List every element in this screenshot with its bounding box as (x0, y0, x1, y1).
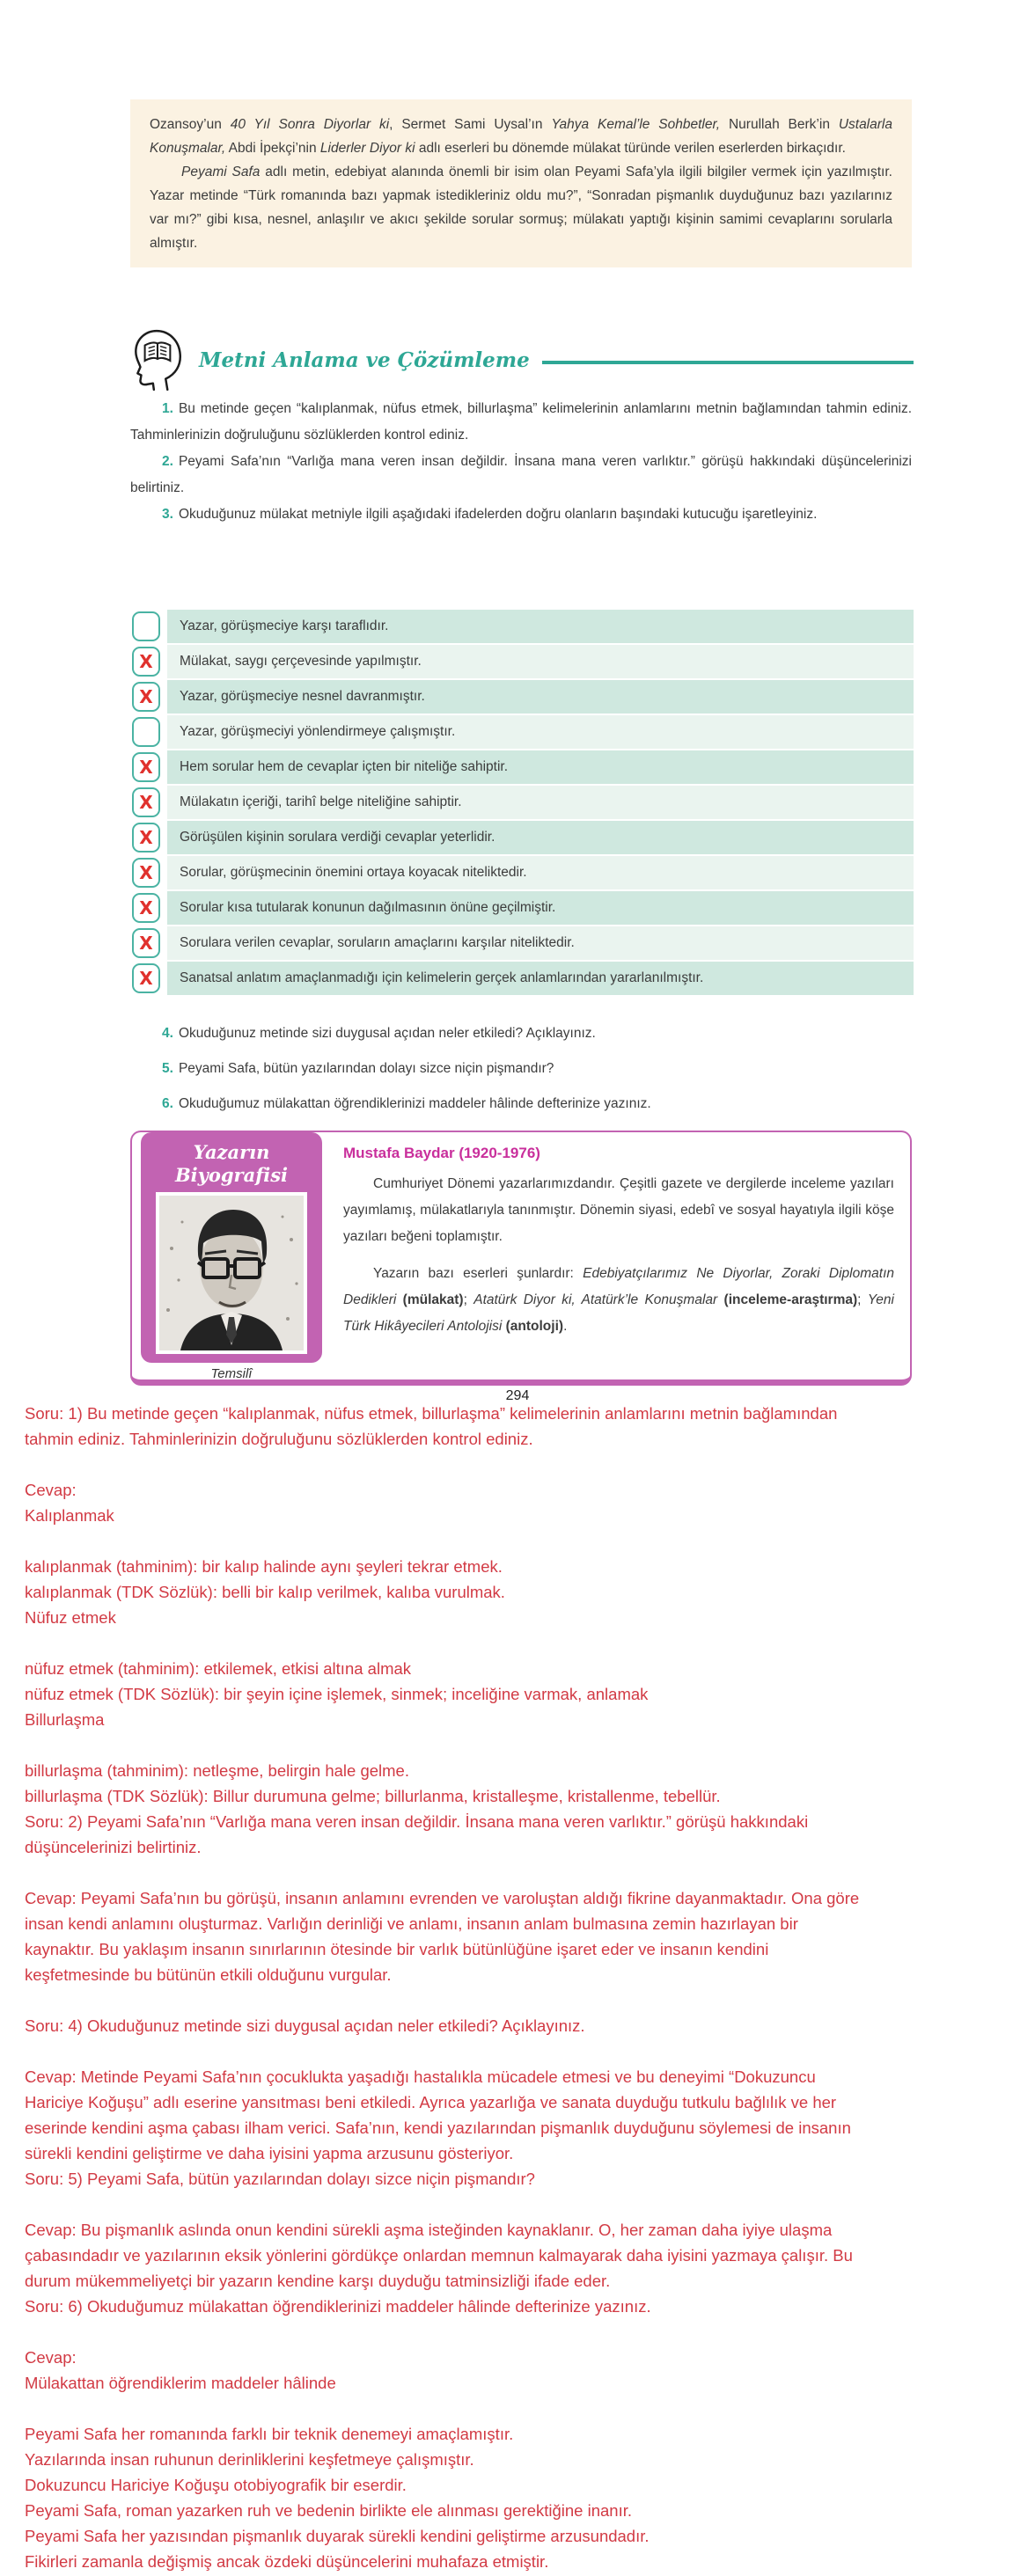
checkbox[interactable] (132, 823, 160, 853)
question-3 (130, 501, 912, 528)
intro-paragraph-1: Ozansoy’un 40 Yıl Sonra Diyorlar ki, Sermet Sami Uysal’ın Yahya Kemal’le Sohbetler, Nurullah Berk’in Ustalarla Konuşmalar, Abdi İpekçi’nin Liderler Diyor ki adlı eserleri bu dönemde mülakat türünde verilen eserlerden birkaçıdır. (150, 117, 892, 156)
checkbox[interactable] (132, 787, 160, 817)
x-mark: X (139, 897, 153, 918)
question-number: 5. (162, 1061, 173, 1076)
checkbox[interactable] (132, 682, 160, 712)
question-2 (130, 449, 912, 501)
head-with-book-icon (128, 327, 188, 392)
checklist-row (132, 715, 914, 749)
answer-line (25, 2396, 1019, 2421)
answer-line: Soru: 6) Okuduğumuz mülakattan öğrendiklerinizi maddeler hâlinde defterinize yazınız. (25, 2297, 651, 2316)
x-mark: X (139, 827, 153, 848)
checklist-label: Görüşülen kişinin sorulara verdiği cevaplar yeterlidir. (167, 821, 914, 854)
intro-box (130, 99, 912, 267)
section-title: Metni Anlama ve Çözümleme (199, 348, 530, 372)
answer-line: sürekli kendini geliştirme ve daha iyisini yapma arzusunu gösteriyor. (25, 2144, 514, 2163)
answer-line (25, 1528, 1019, 1554)
answer-line: Peyami Safa, roman yazarken ruh ve bedenin birlikte ele alınması gerektiğine inanır. (25, 2501, 633, 2520)
answer-line (25, 1452, 1019, 1477)
answer-line: Cevap: (25, 1481, 77, 1499)
answer-line: Billurlaşma (25, 1710, 105, 1729)
answer-line (25, 2319, 1019, 2345)
question-text: Peyami Safa’nın “Varlığa mana veren insan değildir. İnsana mana veren varlıktır.” görüşü hakkındaki düşüncelerinizi belirtiniz. (130, 454, 912, 495)
answer-line: Cevap: Metinde Peyami Safa’nın çocuklukta yaşadığı hastalıkla mücadele etmesi ve bu deneyimi “Dokuzuncu (25, 2067, 816, 2086)
question-number: 2. (162, 454, 173, 469)
x-mark: X (139, 968, 153, 989)
answer-line: Mülakattan öğrendiklerim maddeler hâlinde (25, 2374, 336, 2392)
questions-1-3 (130, 396, 912, 528)
checklist-row (132, 610, 914, 643)
checklist-label: Sorular, görüşmecinin önemini ortaya koyacak niteliktedir. (167, 856, 914, 889)
checklist-label: Yazar, görüşmeciyi yönlendirmeye çalışmıştır. (167, 715, 914, 749)
answers-overlay (25, 1401, 1019, 2574)
answer-line: Hariciye Koğuşu” adlı eserine yansıtması beni etkiledi. Ayrıca yazarlığa ve sanata duyduğu tutkulu bağlılık ve her (25, 2093, 837, 2111)
answer-line: Cevap: (25, 2348, 77, 2367)
x-mark: X (139, 651, 153, 672)
x-mark: X (139, 792, 153, 813)
question-number: 3. (162, 507, 173, 522)
checklist-row (132, 856, 914, 889)
checklist-row (132, 962, 914, 995)
checklist-label: Sorular kısa tutularak konunun dağılmasının önüne geçilmiştir. (167, 891, 914, 925)
answer-line: insan kendi anlamını oluşturmaz. Varlığın derinliği ve anlamı, insanın anlam bulmasına zemin hazırlayan bir (25, 1914, 798, 1933)
statements-checklist (132, 610, 914, 997)
answer-line: Soru: 2) Peyami Safa’nın “Varlığa mana veren insan değildir. İnsana mana veren varlıktır.” görüşü hakkındaki (25, 1812, 809, 1831)
biography-paragraph-1: Cumhuriyet Dönemi yazarlarımızdandır. Çeşitli gazete ve dergilerde inceleme yazıları yayımlamış, mülakatlarıyla tanınmıştır. Dönemin siyasi, edebî ve sosyal hayatıyla ilgili köşe yazıları beğeni toplamıştır. (343, 1176, 894, 1244)
checkbox[interactable] (132, 647, 160, 677)
checkbox[interactable] (132, 963, 160, 993)
checkbox[interactable] (132, 893, 160, 923)
checklist-row (132, 750, 914, 784)
answer-line (25, 1987, 1019, 2013)
checklist-row (132, 891, 914, 925)
checklist-row (132, 786, 914, 819)
section-header (128, 327, 914, 392)
checklist-label: Hem sorular hem de cevaplar içten bir niteliğe sahiptir. (167, 750, 914, 784)
biography-paragraph-2: Yazarın bazı eserleri şunlardır: Edebiyatçılarımız Ne Diyorlar, Zoraki Diplomatın Dedikleri (mülakat); Atatürk Diyor ki, Atatürk’le Konuşmalar (inceleme-araştırma); Yeni Türk Hikâyecileri Antolojisi (antoloji). (343, 1266, 894, 1334)
answer-line: durum mükemmeliyetçi bir yazarın kendine karşı duyduğu tatminsizliği ifade eder. (25, 2272, 611, 2290)
answer-line: çabasındadır ve yazılarının eksik yönlerini gördükçe onlardan memnun kalmayarak daha iyisini yazmaya çalışır. Bu (25, 2246, 853, 2265)
checklist-row (132, 926, 914, 960)
author-photo (156, 1192, 307, 1354)
x-mark: X (139, 862, 153, 883)
answer-line (25, 1630, 1019, 1656)
checklist-label: Yazar, görüşmeciye karşı taraflıdır. (167, 610, 914, 643)
checklist-label: Yazar, görüşmeciye nesnel davranmıştır. (167, 680, 914, 714)
x-mark: X (139, 757, 153, 778)
answer-line: Nüfuz etmek (25, 1608, 116, 1627)
answer-line: Peyami Safa her yazısından pişmanlık duyarak sürekli kendini geliştirme arzusundadır. (25, 2527, 650, 2545)
biography-content (343, 1145, 894, 1350)
intro-paragraph-2: Peyami Safa adlı metin, edebiyat alanında önemli bir isim olan Peyami Safa’yla ilgili bilgiler vermek için yazılmıştır. Yazar metinde “Türk romanında bazı yapmak istedikleriniz oldu mu?”, “Sonradan pişmanlık duyduğunuz bazı yazılarınız var mı?” gibi kısa, nesnel, anlaşılır ve akıcı şekilde sorular sormuş; mülakatı yaptığı kişinin samimi cevaplarını sorularla almıştır. (150, 165, 892, 251)
answer-line: nüfuz etmek (tahminim): etkilemek, etkisi altına almak (25, 1659, 412, 1678)
biography-panel (141, 1132, 322, 1363)
answer-line: Soru: 5) Peyami Safa, bütün yazılarından dolayı sizce niçin pişmandır? (25, 2170, 535, 2188)
answer-line: billurlaşma (tahminim): netleşme, belirgin hale gelme. (25, 1761, 409, 1780)
question-number: 1. (162, 401, 173, 416)
answer-line: Peyami Safa her romanında farklı bir teknik denemeyi amaçlamıştır. (25, 2425, 514, 2443)
checkbox[interactable] (132, 752, 160, 782)
answer-line: eserinde kendini aşma çabası ilham verici. Safa’nın, kendi yazılarından pişmanlık duyduğunu söylemesi de insanın (25, 2119, 851, 2137)
checkbox[interactable] (132, 717, 160, 747)
biography-title: Mustafa Baydar (1920-1976) (343, 1145, 540, 1161)
answer-line: kaynaktır. Bu yaklaşım insanın sınırlarının ötesinde bir varlık bütünlüğüne işaret eder ve insanın kendini (25, 1940, 769, 1958)
photo-caption: Temsilî (210, 1366, 253, 1381)
answer-line: nüfuz etmek (TDK Sözlük): bir şeyin içine işlemek, sinmek; inceliğine varmak, anlamak (25, 1685, 649, 1703)
answer-line (25, 1732, 1019, 1758)
checkbox[interactable] (132, 858, 160, 888)
answer-line (25, 2038, 1019, 2064)
question-text: Bu metinde geçen “kalıplanmak, nüfus etmek, billurlaşma” kelimelerinin anlamlarını metnin bağlamından tahmin ediniz. Tahminlerinizin doğruluğunu sözlüklerden kontrol ediniz. (130, 401, 912, 443)
answer-line: Kalıplanmak (25, 1506, 114, 1525)
section-rule (542, 361, 914, 364)
page-number: 294 (505, 1388, 530, 1403)
question-1 (130, 396, 912, 449)
question-number: 4. (162, 1026, 173, 1041)
checklist-row (132, 645, 914, 678)
question-6 (130, 1091, 912, 1117)
biography-box (130, 1131, 912, 1386)
answer-line: Soru: 4) Okuduğunuz metinde sizi duygusal açıdan neler etkiledi? Açıklayınız. (25, 2016, 585, 2035)
biography-panel-title: Yazarın Biyografisi (174, 1141, 289, 1186)
answer-line: Fikirleri zamanla değişmiş ancak özdeki düşüncelerini muhafaza etmiştir. (25, 2552, 549, 2571)
answer-line: keşfetmesinde bu bütünün etkili olduğunu vurgular. (25, 1965, 392, 1984)
question-text: Okuduğumuz mülakattan öğrendiklerinizi maddeler hâlinde defterinize yazınız. (178, 1096, 651, 1111)
checklist-label: Mülakatın içeriği, tarihî belge niteliğine sahiptir. (167, 786, 914, 819)
answer-line (25, 1860, 1019, 1885)
question-text: Okuduğunuz metinde sizi duygusal açıdan neler etkiledi? Açıklayınız. (178, 1026, 596, 1041)
answer-line: Cevap: Bu pişmanlık aslında onun kendini sürekli aşma isteğinden kaynaklanır. O, her zaman daha iyiye ulaşma (25, 2221, 833, 2239)
answer-line: kalıplanmak (TDK Sözlük): belli bir kalıp verilmek, kalıba vurulmak. (25, 1583, 505, 1601)
answer-line: Yazılarında insan ruhunun derinliklerini keşfetmeye çalışmıştır. (25, 2450, 474, 2469)
question-4 (130, 1021, 912, 1047)
question-text: Peyami Safa, bütün yazılarından dolayı sizce niçin pişmandır? (178, 1061, 554, 1076)
question-text: Okuduğunuz mülakat metniyle ilgili aşağıdaki ifadelerden doğru olanların başındaki kutucuğu işaretleyiniz. (178, 507, 818, 522)
x-mark: X (139, 933, 153, 954)
answer-line: düşüncelerinizi belirtiniz. (25, 1838, 202, 1856)
answer-line: tahmin ediniz. Tahminlerinizin doğruluğunu sözlüklerden kontrol ediniz. (25, 1430, 533, 1448)
questions-4-6 (130, 1021, 912, 1126)
checklist-row (132, 680, 914, 714)
answer-line (25, 2192, 1019, 2217)
checklist-label: Sorulara verilen cevaplar, soruların amaçlarını karşılar niteliktedir. (167, 926, 914, 960)
answer-line: Soru: 1) Bu metinde geçen “kalıplanmak, nüfus etmek, billurlaşma” kelimelerinin anlamlarını metnin bağlamından (25, 1404, 838, 1423)
checklist-label: Sanatsal anlatım amaçlanmadığı için kelimelerin gerçek anlamlarından yararlanılmıştır. (167, 962, 914, 995)
checklist-row (132, 821, 914, 854)
answer-line: Dokuzuncu Hariciye Koğuşu otobiyografik bir eserdir. (25, 2476, 407, 2494)
checkbox[interactable] (132, 611, 160, 641)
answer-line: kalıplanmak (tahminim): bir kalıp halinde aynı şeyleri tekrar etmek. (25, 1557, 503, 1576)
x-mark: X (139, 686, 153, 707)
answer-line: billurlaşma (TDK Sözlük): Billur durumuna gelme; billurlanma, kristalleşme, kristallenme, tebellür. (25, 1787, 721, 1805)
checkbox[interactable] (132, 928, 160, 958)
answer-line: Cevap: Peyami Safa’nın bu görüşü, insanın anlamını evrenden ve varoluştan aldığı fikrine dayanmaktadır. Ona göre (25, 1889, 860, 1907)
checklist-label: Mülakat, saygı çerçevesinde yapılmıştır. (167, 645, 914, 678)
question-number: 6. (162, 1096, 173, 1111)
question-5 (130, 1056, 912, 1082)
